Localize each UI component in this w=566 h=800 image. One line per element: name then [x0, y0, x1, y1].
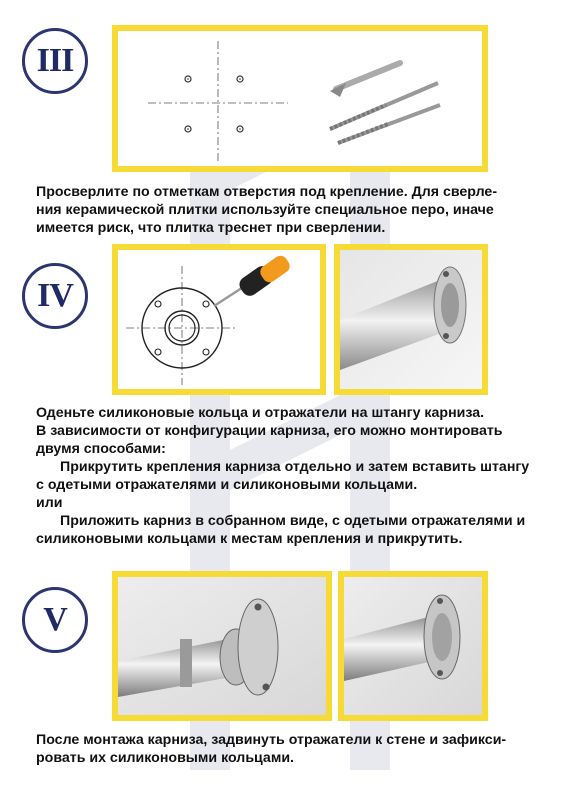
step-3-text [36, 183, 536, 237]
step-4-line-6: или [36, 495, 63, 511]
step-4-line-3: двумя способами: [36, 441, 166, 457]
step-4-diagram [112, 244, 326, 395]
step-4-line-1: Оденьте силиконовые кольца и отражатели на штангу карниза. [36, 405, 485, 421]
step-badge-5: V [22, 587, 88, 653]
flange-diagram [118, 250, 320, 389]
step-badge-4: IV [22, 263, 88, 329]
fixed-reflector-photo [344, 577, 482, 715]
step-3-line-2: ния керамической плитки используйте специальное перо, иначе [36, 202, 494, 218]
step-4-line-5: с одетыми отражателями и силиконовыми кольцами. [36, 477, 418, 493]
step-4-text [36, 404, 536, 548]
step-3-line-1: Просверлите по отметкам отверстия под крепление. Для сверле- [36, 184, 498, 200]
step-4-photo [334, 244, 488, 395]
step-5-line-1: После монтажа карниза, задвинуть отражатели к стене и зафикси- [36, 732, 507, 748]
drill-bits-icon [330, 63, 440, 143]
step-5-line-2: ровать их силиконовыми кольцами. [36, 750, 294, 766]
step-5-photo-left [112, 571, 332, 721]
step-badge-3: III [22, 28, 88, 94]
reflector-photo [118, 577, 326, 715]
drilling-diagram [118, 31, 482, 166]
step-3-illustration [112, 25, 488, 172]
step-5-photo-right [338, 571, 488, 721]
step-4-line-8: силиконовыми кольцами к местам крепления и прикрутить. [36, 531, 463, 547]
step-4-line-2: В зависимости от конфигурации карниза, его можно монтировать [36, 423, 503, 439]
step-3-line-3: имеется риск, что плитка треснет при сверлении. [36, 220, 386, 236]
step-5-text [36, 731, 536, 767]
rod-photo [340, 250, 482, 389]
step-4-line-4: Прикрутить крепления карниза отдельно и затем вставить штангу [60, 459, 530, 475]
screwdriver-icon [214, 253, 292, 306]
step-4-line-7: Приложить карниз в собранном виде, с одетыми отражателями и [60, 513, 526, 529]
